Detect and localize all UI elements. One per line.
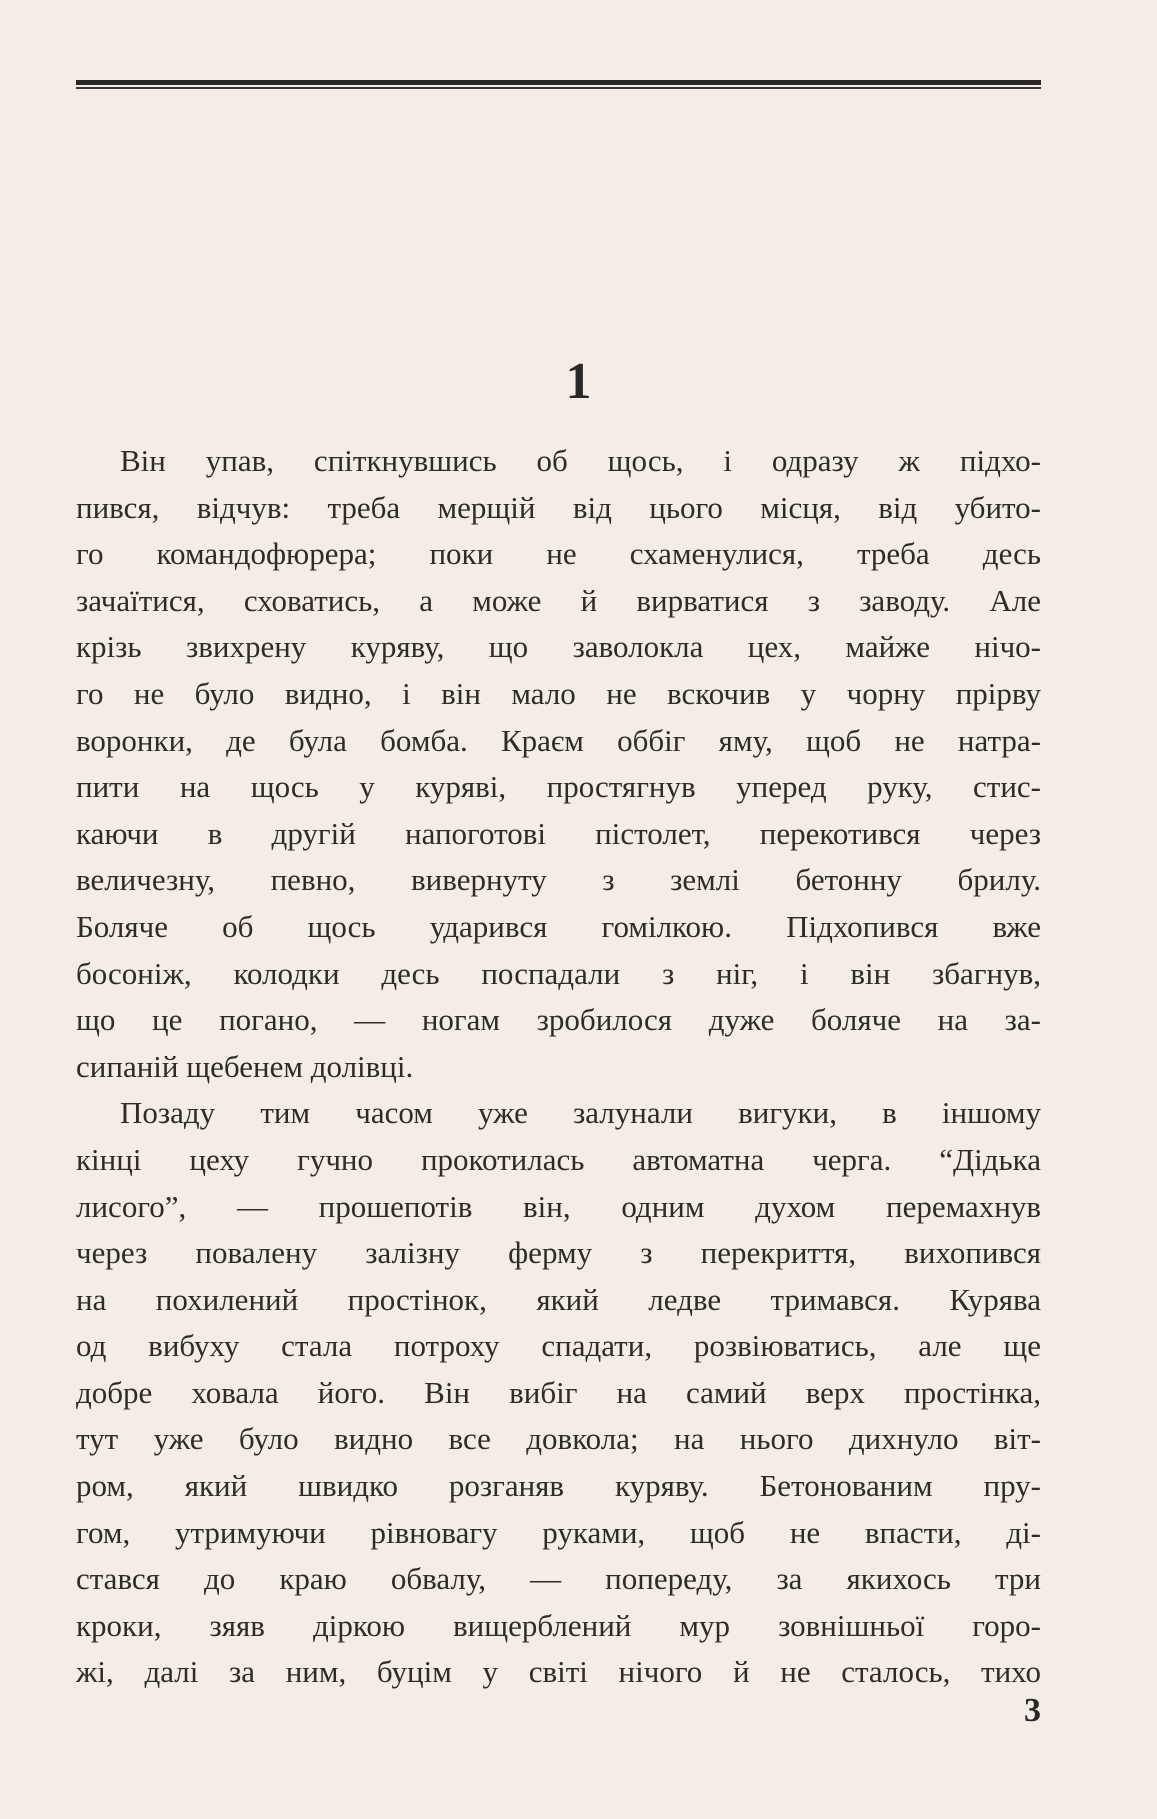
text-line: од вибуху стала потроху спадати, розвіюватись, але ще <box>76 1328 1041 1364</box>
paragraph <box>76 438 1041 1090</box>
text-line: Позаду тим часом уже залунали вигуки, в іншому <box>120 1095 1041 1131</box>
text-line: воронки, де була бомба. Краєм оббіг яму, щоб не натра- <box>76 722 1041 758</box>
text-line: пився, відчув: треба мерщій від цього місця, від убито- <box>76 489 1041 525</box>
text-line: ром, який швидко розганяв куряву. Бетонованим пру- <box>76 1468 1041 1504</box>
text-line: каючи в другій напоготові пістолет, перекотився через <box>76 815 1041 851</box>
text-line: кінці цеху гучно прокотилась автоматна черга. “Дідька <box>76 1141 1041 1177</box>
paragraph <box>76 1090 1041 1696</box>
text-line: Він упав, спіткнувшись об щось, і одразу ж підхо- <box>120 443 1041 478</box>
chapter-number: 1 <box>565 353 592 410</box>
text-line: добре ховала його. Він вибіг на самий верх простінка, <box>76 1374 1041 1410</box>
text-line: пити на щось у куряві, простягнув уперед руку, стис- <box>76 769 1041 805</box>
header-rule-thick <box>76 80 1041 85</box>
text-line: на похилений простінок, який ледве тримався. Курява <box>76 1281 1041 1317</box>
text-line: що це погано, — ногам зробилося дуже боляче на за- <box>76 1002 1041 1038</box>
text-line: через повалену залізну ферму з перекриття, вихопився <box>76 1235 1041 1271</box>
text-line: лисого”, — прошепотів він, одним духом перемахнув <box>76 1188 1041 1224</box>
header-rule-thin <box>76 87 1041 89</box>
text-line: гом, утримуючи рівновагу руками, щоб не впасти, ді- <box>76 1514 1041 1550</box>
text-line: величезну, певно, вивернуту з землі бетонну брилу. <box>76 862 1041 898</box>
text-line: Боляче об щось ударився гомілкою. Підхопився вже <box>76 908 1041 944</box>
body-text <box>76 438 1041 1696</box>
text-line: кроки, зяяв діркою вищерблений мур зовнішньої горо- <box>76 1607 1041 1643</box>
text-line: сипаній щебенем долівці. <box>76 1048 414 1084</box>
text-line: зачаїтися, сховатись, а може й вирватися з заводу. Але <box>76 582 1041 618</box>
text-line: го не було видно, і він мало не вскочив у чорну прірву <box>76 675 1041 711</box>
text-line: стався до краю обвалу, — попереду, за якихось три <box>76 1561 1041 1597</box>
page-number: 3 <box>1024 1692 1041 1729</box>
text-line: жі, далі за ним, буцім у світі нічого й не сталось, тихо <box>76 1654 1041 1690</box>
text-line: крізь звихрену куряву, що заволокла цех, майже нічо- <box>76 629 1041 665</box>
text-line: го командофюрера; поки не схаменулися, треба десь <box>76 536 1041 572</box>
text-line: босоніж, колодки десь поспадали з ніг, і він збагнув, <box>76 955 1041 991</box>
text-line: тут уже було видно все довкола; на нього дихнуло віт- <box>76 1421 1041 1457</box>
